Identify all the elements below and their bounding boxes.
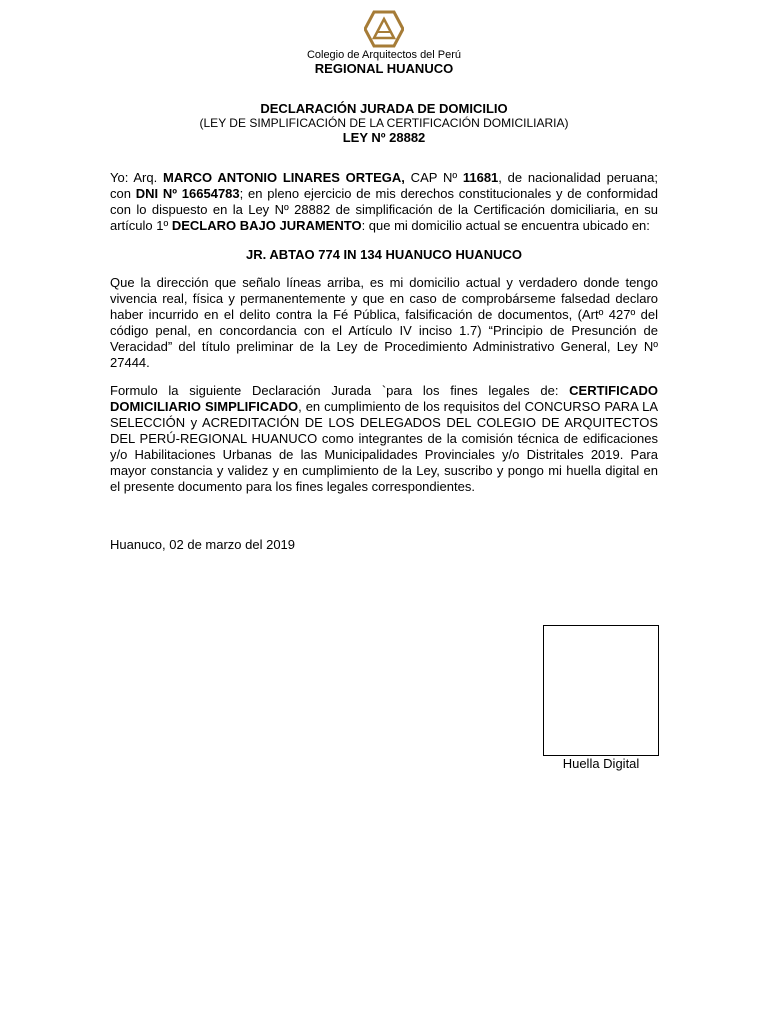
text-segment: CAP Nº: [404, 170, 463, 185]
declarant-name: MARCO ANTONIO LINARES ORTEGA,: [162, 170, 405, 185]
cap-logo-icon: [364, 10, 404, 48]
purpose-paragraph: [110, 383, 658, 495]
text-segment: , en cumplimiento de los requisitos del CONCURSO PARA LA SELECCIÓN y ACREDITACIÓN DE LOS DELEGADOS DEL COLEGIO DE ARQUITECTOS DEL PERÚ-REGIONAL HUANUCO como integrantes de la comisión técnica de edificaciones y/o Habilitaciones Urbanas de las Municipalidades Provinciales y/o Distritales 2019. Para mayor constancia y validez y en cumplimiento de la Ley, suscribo y pongo mi huella digital en el presente documento para los fines legales correspondientes.: [110, 399, 658, 494]
text-segment: Yo: Arq.: [110, 170, 163, 185]
document-subtitle: (LEY DE SIMPLIFICACIÓN DE LA CERTIFICACIÓN DOMICILIARIA): [199, 116, 569, 130]
veracity-paragraph: Que la dirección que señalo líneas arriba, es mi domicilio actual y verdadero donde tengo vivencia real, física y permanentemente y que en caso de comprobárseme falsedad declaro haber incurrido en el delito contra la Fé Pública, falsificación de documentos, (Artº 427º del código penal, en concordancia con el Artículo IV inciso 1.7) “Principio de Presunción de Veracidad” del título preliminar de la Ley de Procedimiento Administrativo General, Ley Nº 27444.: [110, 275, 658, 370]
law-number: LEY Nº 28882: [342, 130, 426, 145]
fingerprint-label: Huella Digital: [562, 756, 640, 771]
org-name: Colegio de Arquitectos del Perú: [306, 49, 462, 61]
text-segment: : que mi domicilio actual se encuentra ubicado en:: [361, 218, 650, 233]
document-title: DECLARACIÓN JURADA DE DOMICILIO: [260, 101, 508, 116]
date-line: Huanuco, 02 de marzo del 2019: [110, 537, 296, 552]
certificate-type: CERTIFICADO DOMICILIARIO SIMPLIFICADO: [110, 383, 658, 414]
text-segment: , de nacionalidad peruana; con: [110, 170, 659, 201]
text-segment: ; en pleno ejercicio de mis derechos constitucionales y de conformidad con lo dispuesto en la Ley Nº 28882 de simplificación de la Certificación domiciliaria, en su artículo 1º: [110, 186, 659, 233]
cap-number: 11681: [462, 170, 499, 185]
declaro-bajo-juramento: DECLARO BAJO JURAMENTO: [171, 218, 362, 233]
domicile-address: JR. ABTAO 774 IN 134 HUANUCO HUANUCO: [246, 247, 522, 262]
declarant-paragraph: [110, 170, 658, 234]
letterhead: [0, 10, 768, 76]
document-title-block: [0, 101, 768, 145]
dni-number: DNI Nº 16654783: [135, 186, 240, 201]
regional-name: REGIONAL HUANUCO: [314, 61, 454, 76]
fingerprint-box: [543, 625, 659, 756]
text-segment: Formulo la siguiente Declaración Jurada `para los fines legales de:: [110, 383, 570, 398]
